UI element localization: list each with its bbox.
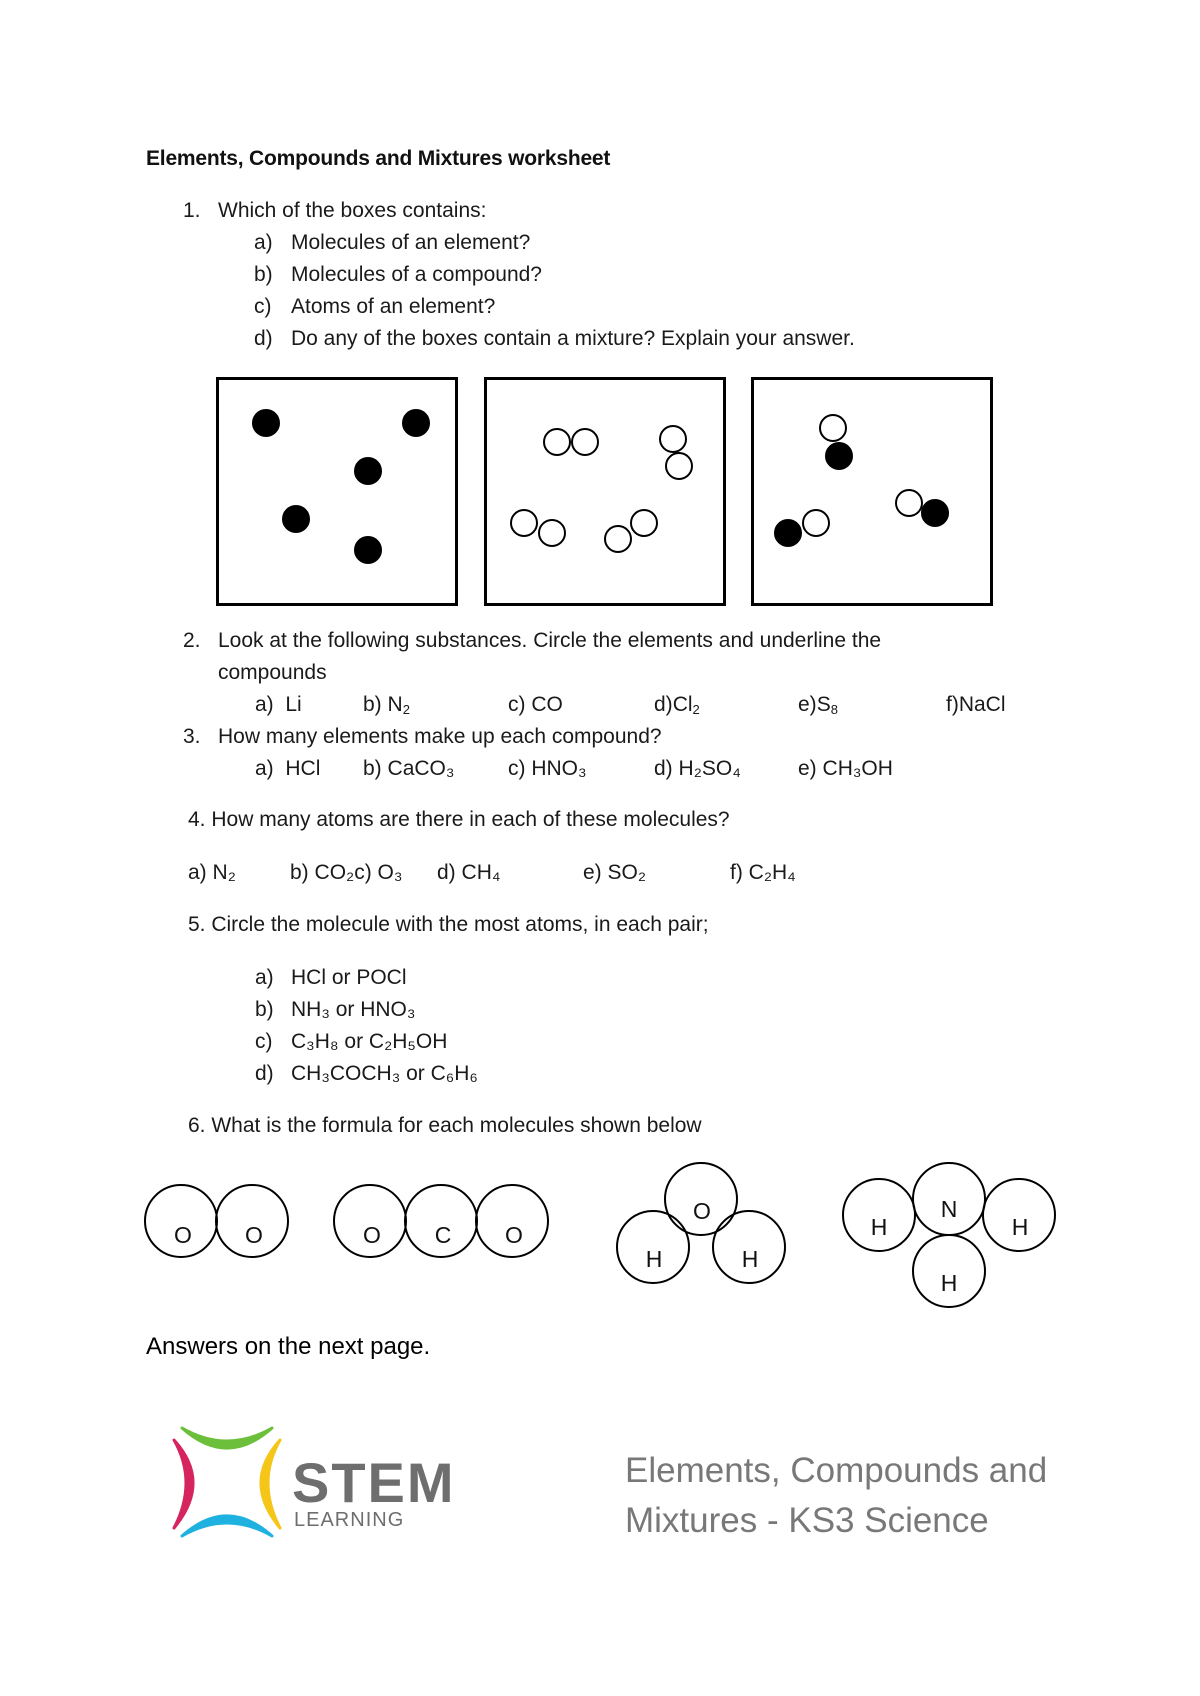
q5-item-c-label: c)	[255, 1030, 273, 1053]
stem-logo-word: STEM	[292, 1451, 456, 1514]
q3-number: 3.	[183, 725, 201, 748]
box-1	[216, 377, 458, 606]
q5-item-b-label: b)	[255, 998, 274, 1021]
q6-text: 6. What is the formula for each molecules shown below	[188, 1114, 702, 1137]
q3-option-d: d) H₂SO₄	[654, 757, 741, 780]
white-atom	[659, 425, 687, 453]
q5-item-b: NH₃ or HNO₃	[291, 998, 416, 1021]
atom-label: H	[741, 1246, 759, 1272]
white-atom	[802, 509, 830, 537]
atom-label: H	[645, 1246, 663, 1272]
white-atom	[538, 519, 566, 547]
q2-text: Look at the following substances. Circle the elements and underline the	[218, 629, 882, 652]
atom-label: N	[940, 1196, 958, 1222]
q2-option-f: f)NaCl	[946, 693, 1006, 716]
atom-label: H	[940, 1270, 958, 1296]
q5-item-c: C₃H₈ or C₂H₅OH	[291, 1030, 448, 1053]
atom-label: O	[245, 1222, 263, 1248]
black-atom	[252, 409, 280, 437]
white-atom	[543, 428, 571, 456]
black-atom	[402, 409, 430, 437]
black-atom	[354, 536, 382, 564]
white-atom	[604, 525, 632, 553]
q2-option-c: c) CO	[508, 693, 563, 716]
q1-item-b: Molecules of a compound?	[291, 263, 542, 286]
white-atom	[665, 452, 693, 480]
black-atom	[921, 499, 949, 527]
q4-option-f: f) C₂H₄	[730, 861, 796, 884]
q1-number: 1.	[183, 199, 201, 222]
q2-number: 2.	[183, 629, 201, 652]
atom-label: O	[505, 1222, 523, 1248]
q1-item-c: Atoms of an element?	[291, 295, 496, 318]
q1-text: Which of the boxes contains:	[218, 199, 487, 222]
white-atom	[510, 509, 538, 537]
q2-option-a: a) Li	[255, 693, 302, 716]
white-atom	[571, 428, 599, 456]
q2-option-e: $e)S_8$	[798, 693, 838, 717]
q3-option-b: b) CaCO₃	[363, 757, 455, 780]
q2-option-b: b) $N_2$	[363, 693, 410, 717]
box-3	[751, 377, 993, 606]
q4-option-e: e) SO₂	[583, 861, 647, 884]
footer-title-line2: Mixtures - KS3 Science	[625, 1501, 989, 1540]
q5-item-d: CH₃COCH₃ or C₆H₆	[291, 1062, 478, 1085]
atom-label: O	[693, 1198, 711, 1224]
q3-text: How many elements make up each compound?	[218, 725, 662, 748]
q2-text-line2: compounds	[218, 661, 327, 684]
q3-option-c: c) HNO₃	[508, 757, 587, 780]
q1-item-a-label: a)	[254, 231, 273, 254]
q1-item-d: Do any of the boxes contain a mixture? Explain your answer.	[291, 327, 855, 350]
answers-note: Answers on the next page.	[146, 1333, 431, 1360]
q4-option-d: d) CH₄	[437, 861, 501, 884]
q3-option-e: e) CH₃OH	[798, 757, 893, 780]
q1-item-a: Molecules of an element?	[291, 231, 531, 254]
q5-item-a-label: a)	[255, 966, 274, 989]
worksheet-title: Elements, Compounds and Mixtures worksheet	[146, 147, 611, 170]
q5-text: 5. Circle the molecule with the most atoms, in each pair;	[188, 913, 709, 936]
black-atom	[354, 457, 382, 485]
white-atom	[630, 509, 658, 537]
box-2	[484, 377, 726, 606]
q1-item-c-label: c)	[254, 295, 272, 318]
white-atom	[819, 414, 847, 442]
q2-option-d: $d)Cl_2$	[654, 693, 700, 717]
footer-title-line1: Elements, Compounds and	[625, 1451, 1048, 1490]
q5-item-a: HCl or POCl	[291, 966, 407, 989]
atom-label: O	[363, 1222, 381, 1248]
black-atom	[282, 505, 310, 533]
stem-logo-sub: LEARNING	[294, 1509, 405, 1531]
q4-text: 4. How many atoms are there in each of these molecules?	[188, 808, 730, 831]
atom-label: C	[434, 1222, 452, 1248]
white-atom	[895, 489, 923, 517]
black-atom	[825, 442, 853, 470]
atom-label: O	[174, 1222, 192, 1248]
black-atom	[774, 519, 802, 547]
q4-option-a: a) N₂	[188, 861, 236, 884]
atom-label: H	[870, 1214, 888, 1240]
q5-item-d-label: d)	[255, 1062, 274, 1085]
q1-item-b-label: b)	[254, 263, 273, 286]
stem-x-logo-icon	[168, 1424, 286, 1540]
atom-label: H	[1011, 1214, 1029, 1240]
q3-option-a: a) HCl	[255, 757, 321, 780]
q1-item-d-label: d)	[254, 327, 273, 350]
q4-option-b-c: b) CO₂c) O₃	[290, 861, 403, 884]
